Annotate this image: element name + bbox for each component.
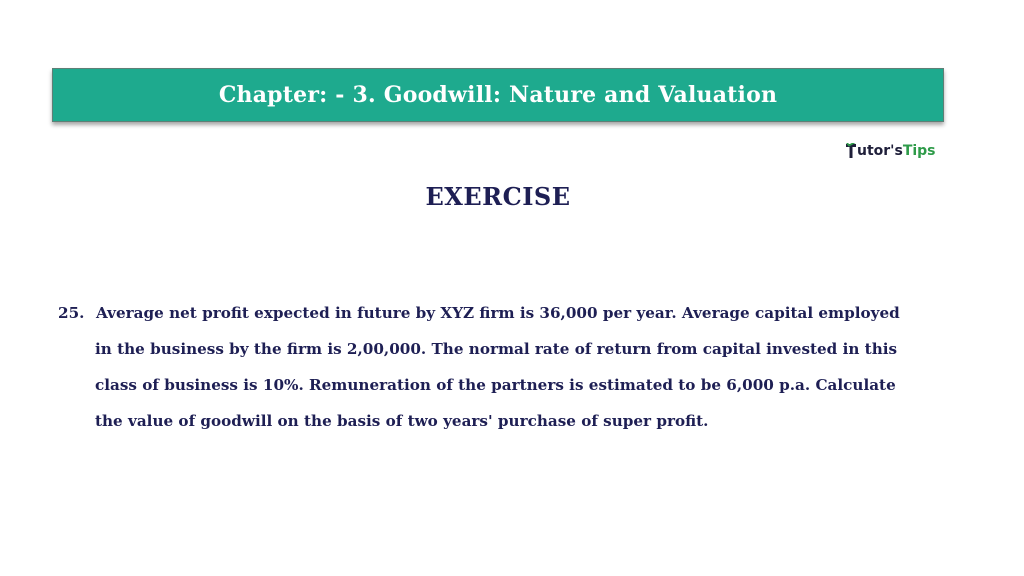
chapter-title: Chapter: - 3. Goodwill: Nature and Valuation [218, 82, 778, 108]
chapter-banner [52, 68, 944, 122]
question-line-2: in the business by the firm is 2,00,000. The normal rate of return from capital invested in this [95, 340, 898, 358]
question-number: 25. [58, 304, 85, 322]
t-tick-icon [846, 143, 856, 159]
question-line-4: the value of goodwill on the basis of two years' purchase of super profit. [95, 412, 709, 430]
question-line-1: Average net profit expected in future by XYZ firm is 36,000 per year. Average capital employed [96, 304, 900, 322]
brand-name-part1: utor's [857, 143, 903, 159]
brand-name-part2: Tips [902, 143, 936, 159]
brand-logo [846, 143, 936, 159]
exercise-heading: EXERCISE [425, 182, 571, 211]
question-25 [58, 295, 988, 439]
question-line-3: class of business is 10%. Remuneration of the partners is estimated to be 6,000 p.a. Calculate [95, 376, 896, 394]
